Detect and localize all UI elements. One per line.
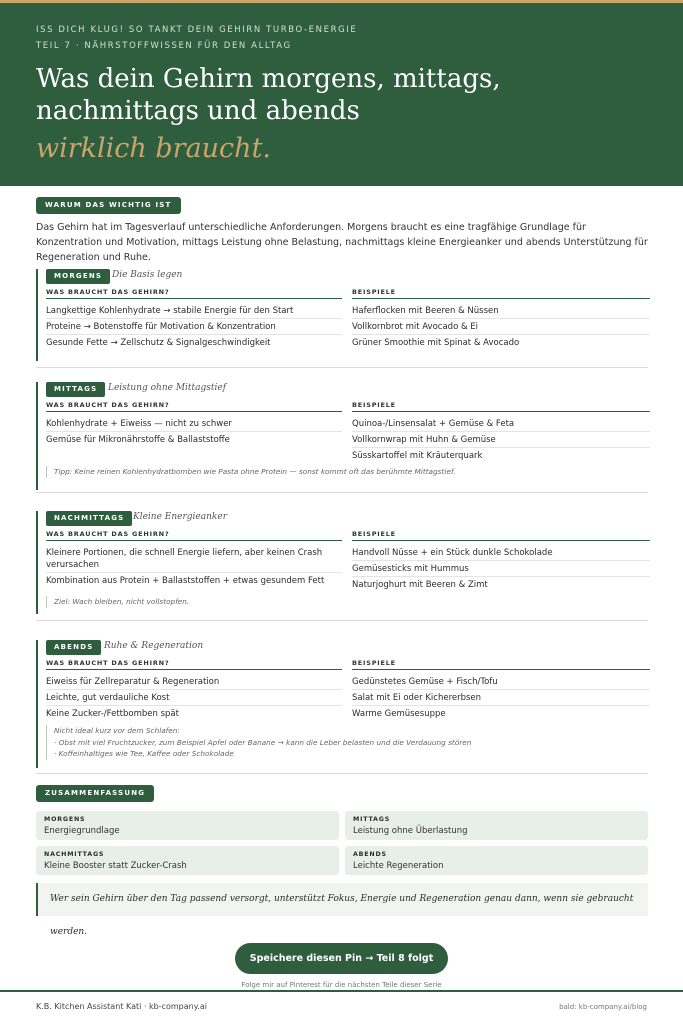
section-abends <box>36 640 648 768</box>
row-divider <box>352 447 650 448</box>
summary-item-value: Kleine Booster statt Zucker-Crash <box>44 861 187 871</box>
need-item: Gesunde Fette → Zellschutz & Signalgeschwindigkeit <box>46 338 271 348</box>
examples-header: BEISPIELE <box>352 659 396 667</box>
divider <box>46 540 342 541</box>
examples-header: BEISPIELE <box>352 401 396 409</box>
example-item: Naturjoghurt mit Beeren & Zimt <box>352 580 488 590</box>
divider <box>352 669 650 670</box>
save-pin-button[interactable]: Speichere diesen Pin → Teil 8 folgt <box>235 943 448 974</box>
example-item: Haferflocken mit Beeren & Nüssen <box>352 306 499 316</box>
need-item: Langkettige Kohlenhydrate → stabile Energie für den Start <box>46 306 294 316</box>
intro-text: Das Gehirn hat im Tagesverlauf unterschiedliche Anforderungen. Morgens braucht es eine tragfähige Grundlage für Konzentration und Motivation, mittags Leistung ohne Belastung, nachmittags kleine Energieanker und abends Unterstützung für Regeneration und Ruhe. <box>36 222 648 263</box>
summary-item-label: ABENDS <box>353 851 387 858</box>
nachmittags-pill: NACHMITTAGS <box>46 511 132 526</box>
needs-header: WAS BRAUCHT DAS GEHIRN? <box>46 401 170 409</box>
morgens-subtitle: Die Basis legen <box>112 270 183 280</box>
section-divider <box>36 773 648 774</box>
example-item: Grüner Smoothie mit Spinat & Avocado <box>352 338 520 348</box>
row-divider <box>352 576 650 577</box>
example-item: Quinoa-/Linsensalat + Gemüse & Feta <box>352 419 515 429</box>
need-item: Keine Zucker-/Fettbomben spät <box>46 709 179 719</box>
examples-header: BEISPIELE <box>352 288 396 296</box>
nachmittags-subtitle: Kleine Energieanker <box>133 512 227 522</box>
summary-item-label: NACHMITTAGS <box>44 851 105 858</box>
title-line-2: nachmittags und abends <box>36 96 360 126</box>
summary-item-label: MORGENS <box>44 816 86 823</box>
row-divider <box>352 318 650 319</box>
summary-box-mittags <box>345 811 648 840</box>
morgens-pill: MORGENS <box>46 269 110 284</box>
summary-item-value: Energiegrundlage <box>44 826 120 836</box>
need-item: Kombination aus Protein + Ballaststoffen + etwas gesundem Fett <box>46 576 325 586</box>
needs-header: WAS BRAUCHT DAS GEHIRN? <box>46 530 170 538</box>
example-item: Warme Gemüsesuppe <box>352 709 446 719</box>
part-label: TEIL 7 · NÄHRSTOFFWISSEN FÜR DEN ALLTAG <box>36 41 292 51</box>
footer-divider <box>0 990 683 992</box>
need-item: Gemüse für Mikronährstoffe & Ballaststoffe <box>46 435 230 445</box>
mittags-pill: MITTAGS <box>46 382 105 397</box>
row-divider <box>352 560 650 561</box>
example-item: Gedünstetes Gemüse + Fisch/Tofu <box>352 677 498 687</box>
row-divider <box>352 689 650 690</box>
needs-header: WAS BRAUCHT DAS GEHIRN? <box>46 288 170 296</box>
summary-item-value: Leistung ohne Überlastung <box>353 826 468 836</box>
need-item: Proteine → Botenstoffe für Motivation & Konzentration <box>46 322 276 332</box>
header-banner <box>0 3 683 186</box>
divider <box>46 411 342 412</box>
row-divider <box>46 334 342 335</box>
summary-quote: Wer sein Gehirn über den Tag passend versorgt, unterstützt Fokus, Energie und Regeneration genau dann, wenn sie gebraucht werden. <box>36 883 648 916</box>
nachmittags-tip: Ziel: Wach bleiben, nicht vollstopfen. <box>46 596 189 608</box>
row-divider <box>352 705 650 706</box>
divider <box>46 298 342 299</box>
need-item: Kleinere Portionen, die schnell Energie liefern, aber keinen Crash verursachen <box>46 548 323 570</box>
row-divider <box>46 689 342 690</box>
example-item: Vollkornbrot mit Avocado & Ei <box>352 322 479 332</box>
needs-header: WAS BRAUCHT DAS GEHIRN? <box>46 659 170 667</box>
title-accent: wirklich braucht. <box>36 133 271 164</box>
section-mittags <box>36 382 648 490</box>
need-item: Leichte, gut verdauliche Kost <box>46 693 170 703</box>
abends-pill: ABENDS <box>46 640 101 655</box>
example-item: Salat mit Ei oder Kichererbsen <box>352 693 482 703</box>
example-item: Vollkornwrap mit Huhn & Gemüse <box>352 435 496 445</box>
row-divider <box>46 705 342 706</box>
title-line-1: Was dein Gehirn morgens, mittags, <box>36 64 501 94</box>
tip-line: Nicht ideal kurz vor dem Schlafen: <box>54 726 180 735</box>
row-divider <box>46 431 342 432</box>
row-divider <box>352 334 650 335</box>
example-item: Süsskartoffel mit Kräuterquark <box>352 451 483 461</box>
tip-line: · Obst mit viel Fruchtzucker, zum Beispiel Apfel oder Banane → kann die Leber belasten und die Verdauung stören <box>54 737 472 747</box>
series-kicker: ISS DICH KLUG! SO TANKT DEIN GEHIRN TURBO-ENERGIE <box>36 25 358 35</box>
footer-brand: K.B. Kitchen Assistant Kati · kb-company.ai <box>36 1002 207 1011</box>
need-item: Kohlenhydrate + Eiweiss — nicht zu schwer <box>46 419 232 429</box>
divider <box>46 669 342 670</box>
intro-label: WARUM DAS WICHTIG IST <box>36 197 181 214</box>
footer-url: bald: kb-company.ai/blog <box>559 1003 647 1011</box>
row-divider <box>46 572 342 573</box>
divider <box>352 540 650 541</box>
page-title <box>36 63 656 127</box>
mittags-tip: Tipp: Keine reinen Kohlenhydratbomben wie Pasta ohne Protein — sonst kommt oft das berühmte Mittagstief. <box>46 466 456 478</box>
follow-hint: Folge mir auf Pinterest für die nächsten Teile dieser Serie <box>241 981 442 989</box>
section-divider <box>36 492 648 493</box>
mittags-subtitle: Leistung ohne Mittagstief <box>108 383 227 393</box>
summary-box-morgens <box>36 811 339 840</box>
section-divider <box>36 367 648 368</box>
row-divider <box>352 431 650 432</box>
summary-item-label: MITTAGS <box>353 816 391 823</box>
summary-item-value: Leichte Regeneration <box>353 861 444 871</box>
tip-line: · Koffeinhaltiges wie Tee, Kaffee oder Schokolade <box>54 749 234 758</box>
divider <box>352 411 650 412</box>
summary-box-nachmittags <box>36 846 339 875</box>
example-item: Gemüsesticks mit Hummus <box>352 564 469 574</box>
abends-tip <box>46 725 471 760</box>
summary-label: ZUSAMMENFASSUNG <box>36 785 154 802</box>
examples-header: BEISPIELE <box>352 530 396 538</box>
row-divider <box>46 318 342 319</box>
abends-subtitle: Ruhe & Regeneration <box>104 641 204 651</box>
section-morgens <box>36 269 648 361</box>
example-item: Handvoll Nüsse + ein Stück dunkle Schokolade <box>352 548 553 558</box>
divider <box>352 298 650 299</box>
section-divider <box>36 620 648 621</box>
section-nachmittags <box>36 511 648 614</box>
need-item: Eiweiss für Zellreparatur & Regeneration <box>46 677 220 687</box>
summary-box-abends <box>345 846 648 875</box>
